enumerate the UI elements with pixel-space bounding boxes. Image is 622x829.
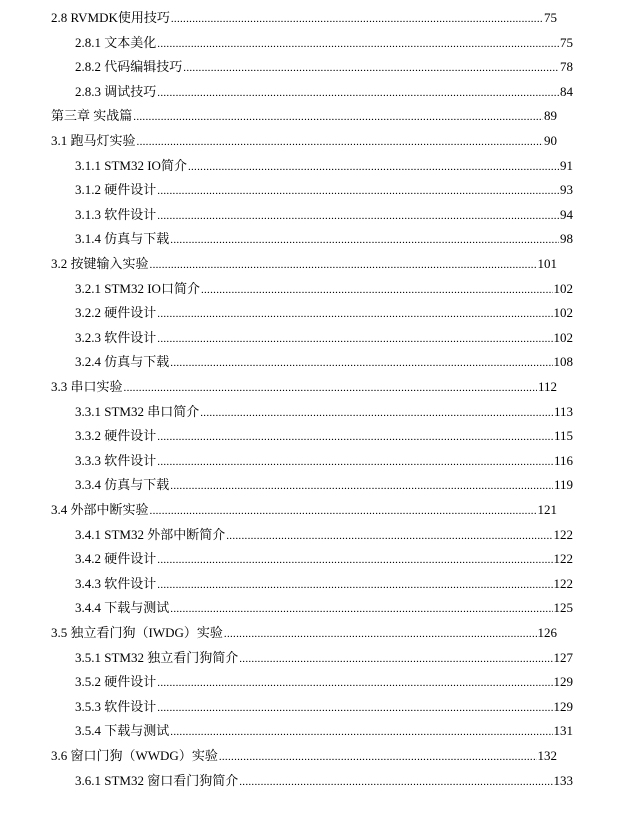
toc-entry-page: 113 [553,403,573,419]
toc-entry[interactable] [75,650,573,667]
dot-leader [150,502,537,519]
toc-entry[interactable] [75,428,573,445]
toc-entry-title: 2.8.2 代码编辑技巧 [75,59,183,75]
dot-leader [239,650,552,667]
toc-entry[interactable] [75,354,573,371]
toc-entry-page: 131 [553,723,573,739]
toc-entry-title: 3.5.3 软件设计 [75,698,157,714]
toc-entry-title: 3.1.1 STM32 IO简介 [75,157,187,173]
toc-entry[interactable] [75,600,573,617]
toc-entry-page: 129 [553,698,573,714]
toc-entry-title: 3.1.2 硬件设计 [75,182,157,198]
dot-leader [170,600,552,617]
dot-leader [137,133,543,150]
toc-entry-page: 102 [553,280,573,296]
toc-entry-title: 3.3.3 软件设计 [75,452,157,468]
toc-entry-page: 125 [553,600,573,616]
toc-entry[interactable] [51,625,557,642]
toc-entry-page: 119 [553,477,573,493]
toc-entry-page: 78 [560,59,573,75]
toc-entry-title: 3.5 独立看门狗（IWDG）实验 [51,625,223,640]
toc-entry[interactable] [75,231,573,248]
toc-entry[interactable] [75,723,573,740]
toc-entry-title: 3.1 跑马灯实验 [51,133,136,148]
toc-entry-page: 91 [560,157,573,173]
toc-entry-title: 3.1.4 仿真与下载 [75,231,170,247]
toc-entry-page: 102 [553,329,573,345]
toc-entry[interactable] [51,379,557,396]
toc-entry[interactable] [75,551,573,568]
toc-entry-page: 115 [553,428,573,444]
dot-leader [188,158,559,175]
dot-leader [201,281,553,298]
toc-entry-page: 132 [537,748,557,763]
toc-entry[interactable] [75,527,573,544]
dot-leader [170,723,552,740]
toc-entry-page: 75 [544,10,557,25]
toc-entry-title: 3.3 串口实验 [51,379,123,394]
toc-entry-page: 127 [553,649,573,665]
toc-entry[interactable] [75,576,573,593]
dot-leader [157,84,559,101]
toc-entry[interactable] [51,133,557,150]
dot-leader [157,330,552,347]
toc-entry-title: 3.2.4 仿真与下载 [75,354,170,370]
toc-entry[interactable] [75,404,573,421]
toc-entry-page: 108 [553,354,573,370]
toc-entry-title: 3.6.1 STM32 窗口看门狗简介 [75,772,239,788]
toc-entry[interactable] [75,477,573,494]
dot-leader [157,305,552,322]
toc-entry[interactable] [75,59,573,76]
toc-entry[interactable] [75,453,573,470]
toc-entry-page: 133 [553,772,573,788]
toc-entry[interactable] [75,305,573,322]
dot-leader [157,576,552,593]
toc-entry[interactable] [51,748,557,765]
toc-entry[interactable] [51,256,557,273]
toc-entry-title: 3.3.1 STM32 串口简介 [75,403,200,419]
toc-entry[interactable] [51,108,557,125]
toc-entry-page: 93 [560,182,573,198]
toc-entry-title: 2.8 RVMDK使用技巧 [51,10,170,25]
toc-entry-page: 129 [553,674,573,690]
toc-entry-title: 3.4.3 软件设计 [75,575,157,591]
dot-leader [224,625,537,642]
toc-entry[interactable] [75,330,573,347]
toc-entry-page: 84 [560,83,573,99]
toc-entry-title: 3.5.4 下载与测试 [75,723,170,739]
toc-entry-title: 3.4 外部中断实验 [51,502,149,517]
dot-leader [239,773,552,790]
dot-leader [219,748,537,765]
toc-entry-title: 3.2.1 STM32 IO口简介 [75,280,200,296]
toc-entry-page: 90 [544,133,557,148]
dot-leader [170,354,552,371]
toc-entry-title: 3.6 窗口门狗（WWDG）实验 [51,748,218,763]
dot-leader [157,428,553,445]
dot-leader [170,231,559,248]
dot-leader [133,108,543,125]
toc-entry-page: 126 [537,625,557,640]
toc-entry-title: 3.3.2 硬件设计 [75,428,157,444]
toc-entry-page: 89 [544,108,557,124]
toc-entry-title: 3.2 按键输入实验 [51,256,149,271]
toc-entry-page: 94 [560,206,573,222]
toc-entry[interactable] [75,207,573,224]
toc-entry-page: 116 [553,452,573,468]
toc-entry-page: 102 [553,305,573,321]
dot-leader [171,10,543,27]
toc-entry-page: 98 [560,231,573,247]
dot-leader [157,551,552,568]
toc-entry[interactable] [75,699,573,716]
toc-entry-title: 2.8.1 文本美化 [75,34,157,50]
toc-entry-title: 3.5.1 STM32 独立看门狗简介 [75,649,239,665]
dot-leader [157,207,559,224]
dot-leader [157,699,552,716]
toc-entry-page: 122 [553,526,573,542]
toc-entry-page: 112 [537,379,557,394]
toc-entry-page: 121 [537,502,557,517]
toc-entry[interactable] [75,281,573,298]
dot-leader [157,35,559,52]
toc-entry-page: 101 [537,256,557,271]
toc-entry[interactable] [51,502,557,519]
toc-entry-title: 2.8.3 调试技巧 [75,83,157,99]
toc-entry-title: 3.4.2 硬件设计 [75,551,157,567]
dot-leader [124,379,537,396]
dot-leader [226,527,552,544]
toc-entry[interactable] [51,10,557,27]
toc-entry-title: 第三章 实战篇 [51,108,133,124]
toc-entry-title: 3.2.2 硬件设计 [75,305,157,321]
toc-entry-title: 3.3.4 仿真与下载 [75,477,170,493]
toc-entry[interactable] [75,158,573,175]
toc-entry-page: 122 [553,551,573,567]
toc-entry-page: 75 [560,34,573,50]
dot-leader [200,404,553,421]
toc-entry-title: 3.4.4 下载与测试 [75,600,170,616]
toc-entry[interactable] [75,182,573,199]
dot-leader [157,182,559,199]
dot-leader [183,59,559,76]
dot-leader [150,256,537,273]
toc-entry-title: 3.4.1 STM32 外部中断简介 [75,526,226,542]
toc-entry[interactable] [75,773,573,790]
toc-entry[interactable] [75,35,573,52]
toc-entry[interactable] [75,84,573,101]
toc-entry-page: 122 [553,575,573,591]
toc-entry-title: 3.5.2 硬件设计 [75,674,157,690]
toc-entry-title: 3.1.3 软件设计 [75,206,157,222]
dot-leader [170,477,553,494]
toc-entry-title: 3.2.3 软件设计 [75,329,157,345]
toc-entry[interactable] [75,674,573,691]
dot-leader [157,453,553,470]
dot-leader [157,674,552,691]
